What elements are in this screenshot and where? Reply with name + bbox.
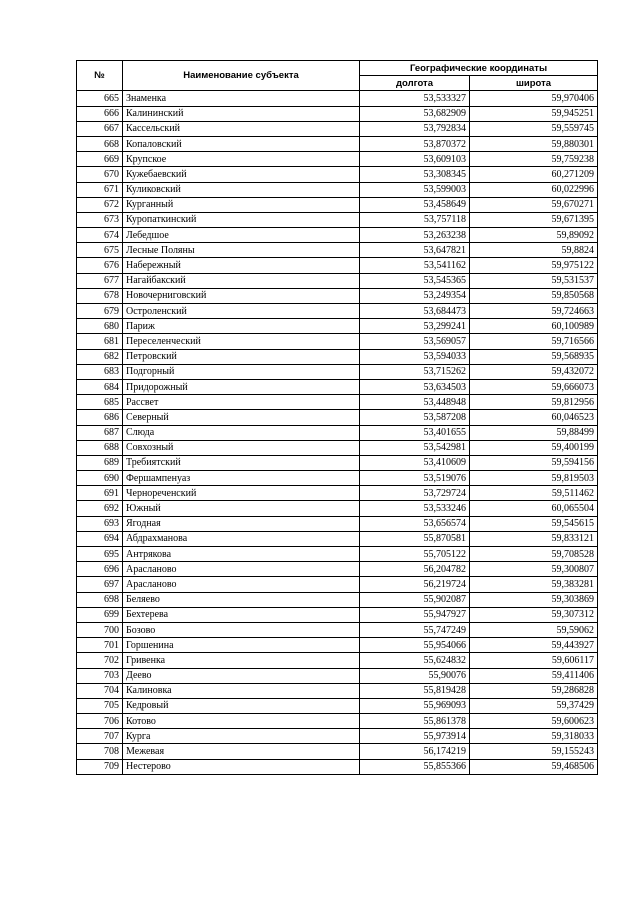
subject-name: Арасланово [123, 562, 360, 577]
longitude-value: 53,599003 [360, 182, 470, 197]
table-row [77, 243, 598, 258]
row-number: 697 [77, 577, 123, 592]
longitude-value: 53,594033 [360, 349, 470, 364]
table-row [77, 668, 598, 683]
table-row [77, 288, 598, 303]
longitude-value: 53,682909 [360, 106, 470, 121]
row-number: 666 [77, 106, 123, 121]
longitude-value: 55,954066 [360, 638, 470, 653]
longitude-value: 53,448948 [360, 395, 470, 410]
subject-name: Кедровый [123, 698, 360, 713]
subject-name: Лесные Поляны [123, 243, 360, 258]
subject-name: Лебедшое [123, 228, 360, 243]
table-row [77, 577, 598, 592]
latitude-value: 59,383281 [470, 577, 598, 592]
table-row [77, 759, 598, 774]
longitude-value: 55,870581 [360, 531, 470, 546]
longitude-value: 53,299241 [360, 319, 470, 334]
longitude-value: 55,819428 [360, 683, 470, 698]
latitude-value: 59,545615 [470, 516, 598, 531]
table-row [77, 212, 598, 227]
header-number: № [77, 61, 123, 91]
row-number: 678 [77, 288, 123, 303]
longitude-value: 56,174219 [360, 744, 470, 759]
table-row [77, 152, 598, 167]
longitude-value: 53,684473 [360, 304, 470, 319]
longitude-value: 55,973914 [360, 729, 470, 744]
subject-name: Нестерово [123, 759, 360, 774]
latitude-value: 59,759238 [470, 152, 598, 167]
table-row [77, 683, 598, 698]
latitude-value: 59,307312 [470, 607, 598, 622]
row-number: 703 [77, 668, 123, 683]
latitude-value: 59,724663 [470, 304, 598, 319]
subject-name: Деево [123, 668, 360, 683]
latitude-value: 60,022996 [470, 182, 598, 197]
subject-name: Знаменка [123, 91, 360, 106]
subject-name: Межевая [123, 744, 360, 759]
latitude-value: 59,670271 [470, 197, 598, 212]
row-number: 685 [77, 395, 123, 410]
latitude-value: 59,708528 [470, 547, 598, 562]
row-number: 705 [77, 698, 123, 713]
row-number: 699 [77, 607, 123, 622]
table-row [77, 136, 598, 151]
table-row [77, 410, 598, 425]
subject-name: Фершампенуаз [123, 471, 360, 486]
table-row [77, 182, 598, 197]
row-number: 686 [77, 410, 123, 425]
subject-name: Ягодная [123, 516, 360, 531]
row-number: 700 [77, 622, 123, 637]
header-longitude: долгота [360, 76, 470, 91]
table-row [77, 714, 598, 729]
table-row [77, 273, 598, 288]
subject-name: Курганный [123, 197, 360, 212]
subject-name: Кассельский [123, 121, 360, 136]
latitude-value: 59,531537 [470, 273, 598, 288]
latitude-value: 59,880301 [470, 136, 598, 151]
longitude-value: 53,715262 [360, 364, 470, 379]
row-number: 687 [77, 425, 123, 440]
latitude-value: 59,400199 [470, 440, 598, 455]
latitude-value: 59,411406 [470, 668, 598, 683]
table-row [77, 471, 598, 486]
latitude-value: 59,8824 [470, 243, 598, 258]
subject-name: Новочерниговский [123, 288, 360, 303]
row-number: 683 [77, 364, 123, 379]
table-row [77, 304, 598, 319]
table-row [77, 379, 598, 394]
row-number: 672 [77, 197, 123, 212]
subject-name: Южный [123, 501, 360, 516]
longitude-value: 56,204782 [360, 562, 470, 577]
header-geo-coordinates: Географические координаты [360, 61, 598, 76]
table-row [77, 516, 598, 531]
table-row [77, 622, 598, 637]
row-number: 673 [77, 212, 123, 227]
longitude-value: 55,947927 [360, 607, 470, 622]
row-number: 696 [77, 562, 123, 577]
longitude-value: 55,855366 [360, 759, 470, 774]
subject-name: Кужебаевский [123, 167, 360, 182]
latitude-value: 59,443927 [470, 638, 598, 653]
subject-name: Бехтерева [123, 607, 360, 622]
latitude-value: 59,59062 [470, 622, 598, 637]
longitude-value: 53,263238 [360, 228, 470, 243]
table-row [77, 486, 598, 501]
latitude-value: 59,970406 [470, 91, 598, 106]
subject-name: Куропаткинский [123, 212, 360, 227]
subject-name: Слюда [123, 425, 360, 440]
subject-name: Придорожный [123, 379, 360, 394]
latitude-value: 59,600623 [470, 714, 598, 729]
longitude-value: 53,634503 [360, 379, 470, 394]
latitude-value: 59,945251 [470, 106, 598, 121]
latitude-value: 59,819503 [470, 471, 598, 486]
subject-name: Беляево [123, 592, 360, 607]
longitude-value: 53,533327 [360, 91, 470, 106]
subject-name: Горшенина [123, 638, 360, 653]
table-row [77, 698, 598, 713]
subject-name: Нагайбакский [123, 273, 360, 288]
table-row [77, 501, 598, 516]
latitude-value: 59,716566 [470, 334, 598, 349]
latitude-value: 59,468506 [470, 759, 598, 774]
table-row [77, 638, 598, 653]
table-row [77, 121, 598, 136]
latitude-value: 59,432072 [470, 364, 598, 379]
row-number: 707 [77, 729, 123, 744]
latitude-value: 59,303869 [470, 592, 598, 607]
table-row [77, 334, 598, 349]
row-number: 709 [77, 759, 123, 774]
row-number: 701 [77, 638, 123, 653]
longitude-value: 55,624832 [360, 653, 470, 668]
longitude-value: 53,757118 [360, 212, 470, 227]
row-number: 668 [77, 136, 123, 151]
longitude-value: 55,861378 [360, 714, 470, 729]
row-number: 692 [77, 501, 123, 516]
longitude-value: 53,656574 [360, 516, 470, 531]
subject-name: Переселенческий [123, 334, 360, 349]
row-number: 669 [77, 152, 123, 167]
table-row [77, 729, 598, 744]
subject-name: Абдрахманова [123, 531, 360, 546]
latitude-value: 59,666073 [470, 379, 598, 394]
subject-name: Набережный [123, 258, 360, 273]
longitude-value: 53,609103 [360, 152, 470, 167]
longitude-value: 53,308345 [360, 167, 470, 182]
row-number: 682 [77, 349, 123, 364]
longitude-value: 53,410609 [360, 455, 470, 470]
row-number: 708 [77, 744, 123, 759]
latitude-value: 59,606117 [470, 653, 598, 668]
table-row [77, 562, 598, 577]
subject-name: Петровский [123, 349, 360, 364]
subject-name: Требиятский [123, 455, 360, 470]
subject-name: Котово [123, 714, 360, 729]
latitude-value: 59,89092 [470, 228, 598, 243]
table-row [77, 440, 598, 455]
row-number: 691 [77, 486, 123, 501]
subject-name: Подгорный [123, 364, 360, 379]
longitude-value: 53,647821 [360, 243, 470, 258]
subject-name: Совхозный [123, 440, 360, 455]
coordinates-table [76, 60, 598, 775]
longitude-value: 53,792834 [360, 121, 470, 136]
longitude-value: 53,458649 [360, 197, 470, 212]
subject-name: Калиновка [123, 683, 360, 698]
latitude-value: 59,975122 [470, 258, 598, 273]
longitude-value: 53,542981 [360, 440, 470, 455]
subject-name: Куликовский [123, 182, 360, 197]
row-number: 667 [77, 121, 123, 136]
longitude-value: 53,519076 [360, 471, 470, 486]
subject-name: Бозово [123, 622, 360, 637]
row-number: 694 [77, 531, 123, 546]
longitude-value: 53,569057 [360, 334, 470, 349]
row-number: 689 [77, 455, 123, 470]
latitude-value: 59,318033 [470, 729, 598, 744]
longitude-value: 55,705122 [360, 547, 470, 562]
row-number: 690 [77, 471, 123, 486]
table-row [77, 653, 598, 668]
latitude-value: 59,671395 [470, 212, 598, 227]
table-row [77, 106, 598, 121]
table-row [77, 547, 598, 562]
table-row [77, 531, 598, 546]
row-number: 680 [77, 319, 123, 334]
longitude-value: 53,401655 [360, 425, 470, 440]
latitude-value: 60,046523 [470, 410, 598, 425]
latitude-value: 59,568935 [470, 349, 598, 364]
latitude-value: 59,286828 [470, 683, 598, 698]
latitude-value: 59,88499 [470, 425, 598, 440]
latitude-value: 59,559745 [470, 121, 598, 136]
subject-name: Копаловский [123, 136, 360, 151]
row-number: 679 [77, 304, 123, 319]
longitude-value: 55,90076 [360, 668, 470, 683]
row-number: 688 [77, 440, 123, 455]
subject-name: Крупское [123, 152, 360, 167]
longitude-value: 55,747249 [360, 622, 470, 637]
longitude-value: 55,969093 [360, 698, 470, 713]
header-latitude: широта [470, 76, 598, 91]
subject-name: Рассвет [123, 395, 360, 410]
row-number: 695 [77, 547, 123, 562]
longitude-value: 53,587208 [360, 410, 470, 425]
subject-name: Остроленский [123, 304, 360, 319]
longitude-value: 56,219724 [360, 577, 470, 592]
table-row [77, 364, 598, 379]
subject-name: Антрякова [123, 547, 360, 562]
table-row [77, 455, 598, 470]
row-number: 704 [77, 683, 123, 698]
longitude-value: 53,541162 [360, 258, 470, 273]
longitude-value: 53,545365 [360, 273, 470, 288]
table-row [77, 197, 598, 212]
table-row [77, 167, 598, 182]
row-number: 681 [77, 334, 123, 349]
latitude-value: 59,300807 [470, 562, 598, 577]
row-number: 674 [77, 228, 123, 243]
subject-name: Северный [123, 410, 360, 425]
longitude-value: 55,902087 [360, 592, 470, 607]
table-row [77, 91, 598, 106]
subject-name: Курга [123, 729, 360, 744]
header-subject-name: Наименование субъекта [123, 61, 360, 91]
row-number: 670 [77, 167, 123, 182]
row-number: 698 [77, 592, 123, 607]
table-row [77, 258, 598, 273]
table-row [77, 349, 598, 364]
table-row [77, 744, 598, 759]
longitude-value: 53,729724 [360, 486, 470, 501]
table-row [77, 228, 598, 243]
latitude-value: 59,37429 [470, 698, 598, 713]
latitude-value: 59,812956 [470, 395, 598, 410]
latitude-value: 60,065504 [470, 501, 598, 516]
row-number: 677 [77, 273, 123, 288]
table-row [77, 592, 598, 607]
row-number: 671 [77, 182, 123, 197]
row-number: 675 [77, 243, 123, 258]
latitude-value: 59,850568 [470, 288, 598, 303]
latitude-value: 60,100989 [470, 319, 598, 334]
longitude-value: 53,249354 [360, 288, 470, 303]
table-body [77, 91, 598, 774]
latitude-value: 59,594156 [470, 455, 598, 470]
subject-name: Арасланово [123, 577, 360, 592]
subject-name: Париж [123, 319, 360, 334]
longitude-value: 53,533246 [360, 501, 470, 516]
table-row [77, 319, 598, 334]
latitude-value: 59,511462 [470, 486, 598, 501]
table-row [77, 395, 598, 410]
table-row [77, 607, 598, 622]
latitude-value: 59,833121 [470, 531, 598, 546]
table-header [77, 61, 598, 91]
row-number: 665 [77, 91, 123, 106]
table-row [77, 425, 598, 440]
row-number: 706 [77, 714, 123, 729]
subject-name: Гривенка [123, 653, 360, 668]
row-number: 684 [77, 379, 123, 394]
latitude-value: 59,155243 [470, 744, 598, 759]
subject-name: Калининский [123, 106, 360, 121]
latitude-value: 60,271209 [470, 167, 598, 182]
row-number: 676 [77, 258, 123, 273]
row-number: 693 [77, 516, 123, 531]
longitude-value: 53,870372 [360, 136, 470, 151]
row-number: 702 [77, 653, 123, 668]
subject-name: Чернореченский [123, 486, 360, 501]
